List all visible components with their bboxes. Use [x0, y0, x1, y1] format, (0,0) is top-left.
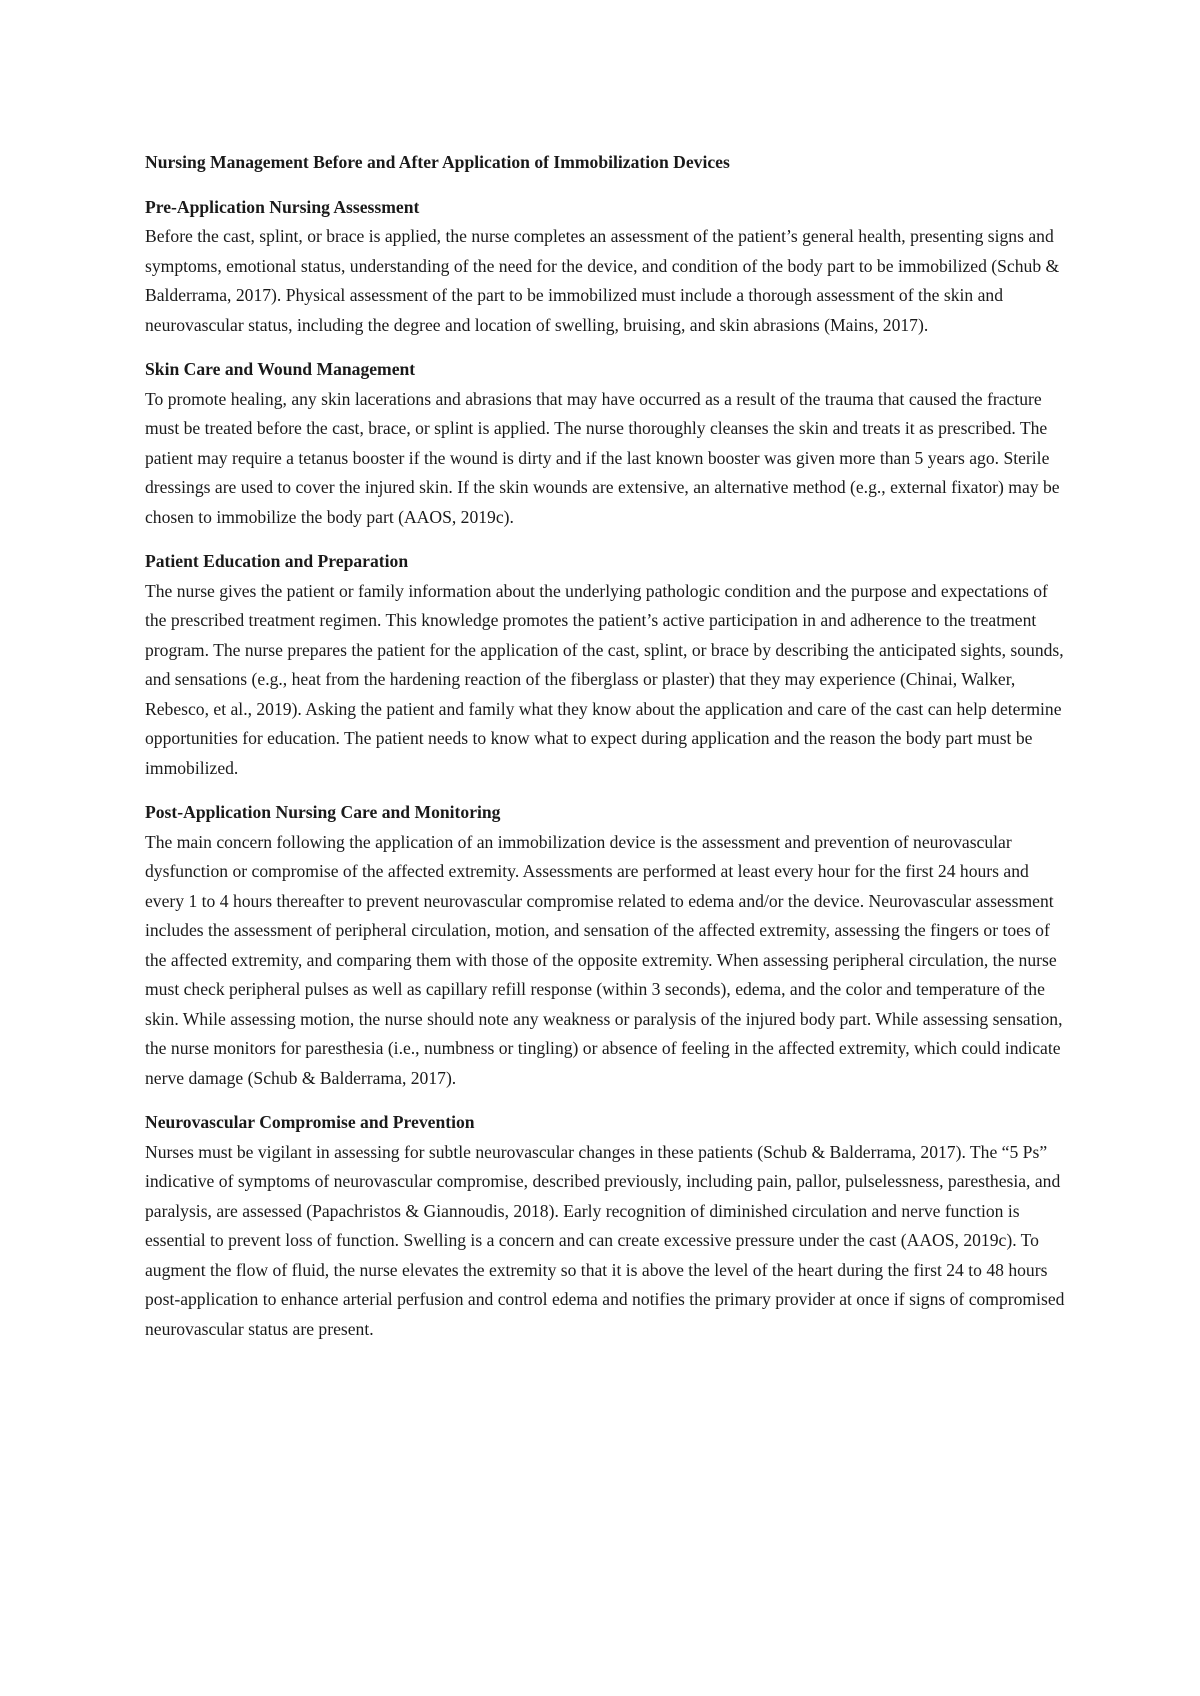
section-skin-care-wound-management [145, 355, 1065, 532]
section-post-application-care-monitoring [145, 798, 1065, 1093]
section-neurovascular-compromise-prevention [145, 1108, 1065, 1344]
document-title: Nursing Management Before and After Application of Immobilization Devices [145, 152, 730, 172]
section-body: Nurses must be vigilant in assessing for subtle neurovascular changes in these patients (Schub & Balderrama, 2017). The “5 Ps” indicative of symptoms of neurovascular compromise, described previously, including pain, pallor, pulselessness, paresthesia, and paralysis, are assessed (Papachristos & Giannoudis, 2018). Early recognition of diminished circulation and nerve function is essential to prevent loss of function. Swelling is a concern and can create excessive pressure under the cast (AAOS, 2019c). To augment the flow of fluid, the nurse elevates the extremity so that it is above the level of the heart during the first 24 to 48 hours post-application to enhance arterial perfusion and control edema and notifies the primary provider at once if signs of compromised neurovascular status are present. [145, 1141, 1065, 1339]
section-body: The main concern following the application of an immobilization device is the assessment and prevention of neurovascular dysfunction or compromise of the affected extremity. Assessments are performed at least every hour for the first 24 hours and every 1 to 4 hours thereafter to prevent neurovascular compromise related to edema and/or the device. Neurovascular assessment includes the assessment of peripheral circulation, motion, and sensation of the affected extremity, assessing the fingers or toes of the affected extremity, and comparing them with those of the opposite extremity. When assessing peripheral circulation, the nurse must check peripheral pulses as well as capillary refill response (within 3 seconds), edema, and the color and temperature of the skin. While assessing motion, the nurse should note any weakness or paralysis of the injured body part. While assessing sensation, the nurse monitors for paresthesia (i.e., numbness or tingling) or absence of feeling in the affected extremity, which could indicate nerve damage (Schub & Balderrama, 2017). [145, 831, 1063, 1088]
document-content [145, 148, 1065, 1359]
section-pre-application-assessment [145, 193, 1065, 341]
section-heading: Pre-Application Nursing Assessment [145, 196, 420, 217]
section-body: The nurse gives the patient or family information about the underlying pathologic condition and the purpose and expectations of the prescribed treatment regimen. This knowledge promotes the patient’s active participation in and adherence to the treatment program. The nurse prepares the patient for the application of the cast, splint, or brace by describing the anticipated sights, sounds, and sensations (e.g., heat from the hardening reaction of the fiberglass or plaster) that they may experience (Chinai, Walker, Rebesco, et al., 2019). Asking the patient and family what they know about the application and care of the cast can help determine opportunities for education. The patient needs to know what to expect during application and the reason the body part must be immobilized. [145, 580, 1064, 778]
section-body: Before the cast, splint, or brace is applied, the nurse completes an assessment of the patient’s general health, presenting signs and symptoms, emotional status, understanding of the need for the device, and condition of the body part to be immobilized (Schub & Balderrama, 2017). Physical assessment of the part to be immobilized must include a thorough assessment of the skin and neurovascular status, including the degree and location of swelling, bruising, and skin abrasions (Mains, 2017). [145, 226, 1060, 335]
section-patient-education-preparation [145, 547, 1065, 783]
section-body: To promote healing, any skin lacerations and abrasions that may have occurred as a result of the trauma that caused the fracture must be treated before the cast, brace, or splint is applied. The nurse thoroughly cleanses the skin and treats it as prescribed. The patient may require a tetanus booster if the wound is dirty and if the last known booster was given more than 5 years ago. Sterile dressings are used to cover the injured skin. If the skin wounds are extensive, an alternative method (e.g., external fixator) may be chosen to immobilize the body part (AAOS, 2019c). [145, 388, 1060, 527]
section-heading: Patient Education and Preparation [145, 551, 409, 571]
section-heading: Skin Care and Wound Management [145, 359, 416, 379]
section-heading: Post-Application Nursing Care and Monitoring [145, 802, 501, 822]
section-heading: Neurovascular Compromise and Prevention [145, 1112, 475, 1132]
